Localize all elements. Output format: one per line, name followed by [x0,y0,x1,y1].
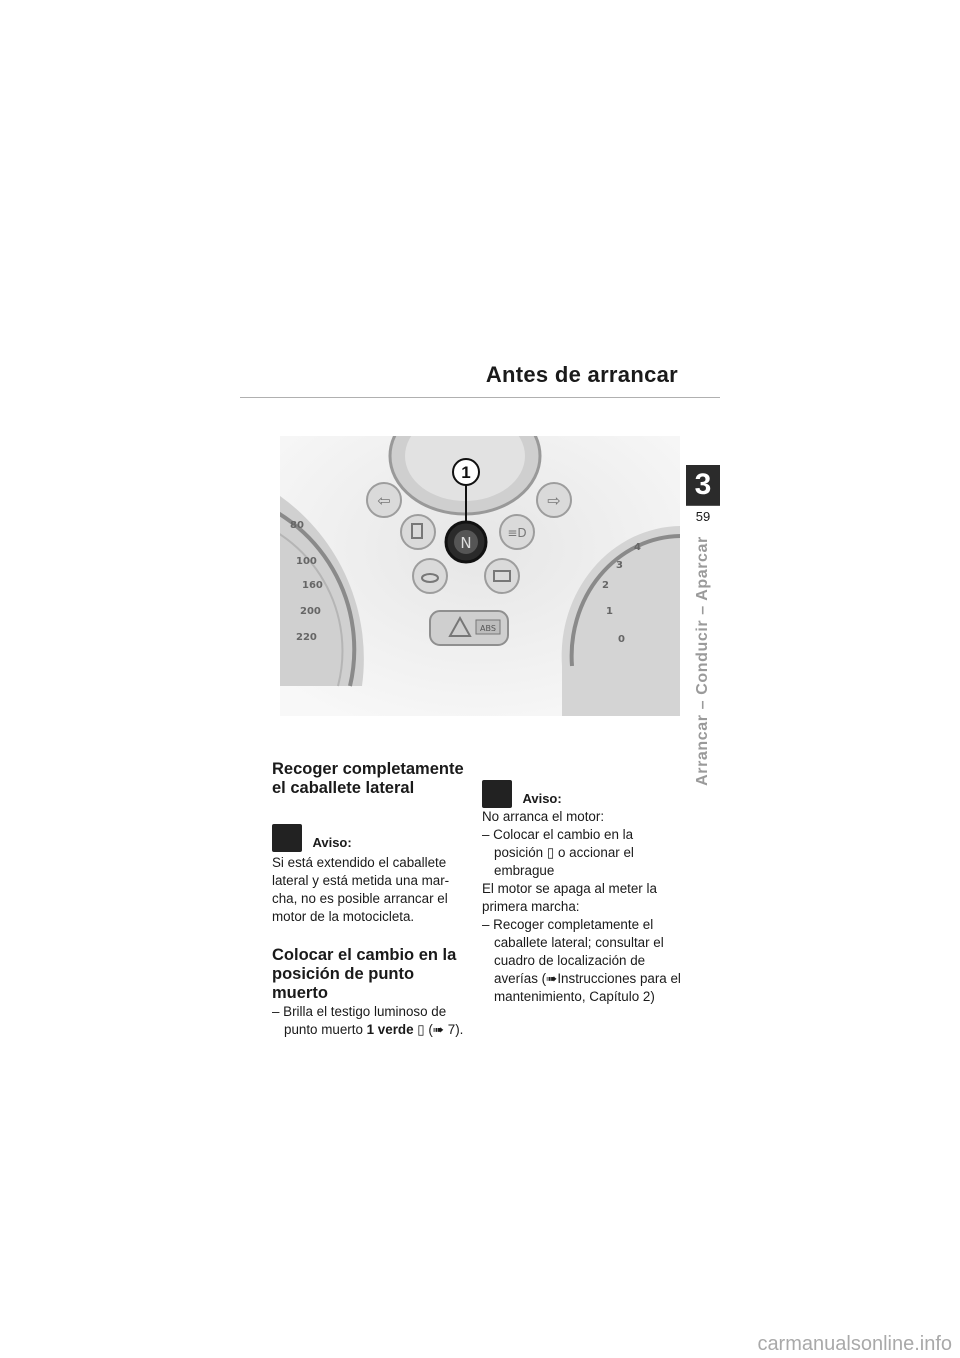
section-heading-neutral: Colocar el cambio en la posición de punto muerto [272,946,457,1002]
watermark: carmanualsonline.info [757,1333,952,1355]
svg-text:220: 220 [296,632,317,643]
neutral-symbol: N [460,534,472,552]
page-number: 59 [695,509,711,524]
note-hand-icon [482,780,512,808]
header-rule [240,397,720,398]
neutral-symbol-inline: ▯ [546,845,555,860]
chapter-side-label: Arrancar – Conducir – Aparcar [694,536,711,786]
svg-text:2: 2 [602,580,609,591]
chapter-divider [686,505,720,506]
fuel-icon [401,515,435,549]
aviso-block-right [482,780,682,808]
arrow-reference-icon: ➠ [546,971,558,986]
svg-text:⇦: ⇦ [377,491,391,510]
svg-text:4: 4 [634,542,641,553]
svg-text:1: 1 [461,463,471,482]
aviso-text: Si está extendido el caballete lateral y está metida una mar-cha, no es posible arrancar el motor de la motocicleta. [272,855,450,924]
bullet-neutral-light: – Brilla el testigo luminoso de punto muerto 1 verde ▯ (➠ 7). [272,1004,464,1037]
aviso-label: Aviso: [522,791,562,806]
chapter-number: 3 [686,465,720,505]
battery-icon [485,559,519,593]
left-column [272,760,472,1039]
section-heading-side-stand: Recoger completamente el caballete lateral [272,760,464,797]
svg-text:3: 3 [616,560,623,571]
text-engine-stops: El motor se apaga al meter la primera marcha: [482,881,657,914]
svg-text:⇨: ⇨ [547,491,561,510]
bullet-gear-neutral: – Colocar el cambio en la posición ▯ o accionar el embrague [482,827,634,878]
aviso-label: Aviso: [312,835,352,850]
svg-text:80: 80 [290,520,304,531]
instrument-cluster-figure [280,436,680,716]
note-hand-icon [272,824,302,852]
svg-text:160: 160 [302,580,323,591]
right-column [482,780,682,1006]
text-no-start: No arranca el motor: [482,809,605,824]
oil-pressure-icon [413,559,447,593]
svg-text:100: 100 [296,556,317,567]
aviso-block-left [272,824,472,852]
svg-text:1: 1 [606,606,613,617]
svg-text:200: 200 [300,606,321,617]
abs-label: ABS [480,624,496,633]
warning-abs-panel [430,611,508,645]
page-title: Antes de arrancar [485,362,678,387]
svg-text:0: 0 [618,634,625,645]
neutral-indicator-icon [446,522,486,562]
neutral-symbol-inline: ▯ [413,1022,425,1037]
bullet-side-stand: – Recoger completamente el caballete lateral; consultar el cuadro de localización de averías (➠Instrucciones para el mantenimiento, Capítulo 2) [482,917,681,1004]
svg-text:≡D: ≡D [507,526,527,540]
